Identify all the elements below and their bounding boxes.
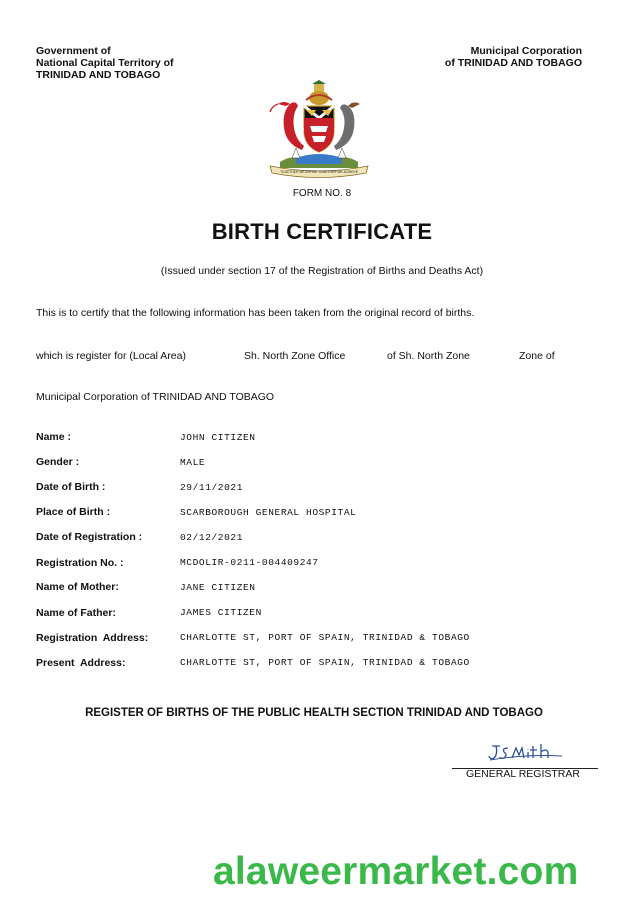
- register-line-zone: of Sh. North Zone: [387, 350, 470, 362]
- header-right: [445, 45, 582, 69]
- field-label-present-address: Present Address:: [36, 657, 126, 669]
- svg-text:TOGETHER WE ASPIRE TOGETHER WE: TOGETHER WE ASPIRE TOGETHER WE ACHIEVE: [280, 170, 358, 174]
- general-registrar-label: GENERAL REGISTRAR: [466, 768, 580, 780]
- field-value-name: JOHN CITIZEN: [180, 432, 256, 443]
- document-title: BIRTH CERTIFICATE: [211, 219, 433, 244]
- field-value-name-of-mother: JANE CITIZEN: [180, 582, 256, 593]
- register-footer-title: REGISTER OF BIRTHS OF THE PUBLIC HEALTH SECTION TRINIDAD AND TOBAGO: [85, 707, 543, 719]
- header-left-line-3: TRINIDAD AND TOBAGO: [36, 69, 161, 81]
- field-value-gender: MALE: [180, 457, 206, 468]
- field-label-name-of-father: Name of Father:: [36, 607, 116, 619]
- header-left-line-1: Government of: [36, 45, 111, 57]
- field-value-present-address: CHARLOTTE ST, PORT OF SPAIN, TRINIDAD & TOBAGO: [180, 657, 470, 668]
- field-value-date-of-registration: 02/12/2021: [180, 532, 244, 543]
- field-label-gender: Gender :: [36, 456, 80, 468]
- field-label-registration-no: Registration No. :: [36, 557, 124, 569]
- form-number: FORM NO. 8: [292, 188, 352, 199]
- certify-statement: This is to certify that the following information has been taken from the original record of births.: [36, 307, 475, 319]
- header-left: [36, 45, 174, 81]
- field-label-name-of-mother: Name of Mother:: [36, 581, 119, 593]
- header-left-line-2: National Capital Territory of: [36, 57, 174, 69]
- watermark-text: alaweermarket.com: [213, 850, 579, 893]
- field-value-registration-no: MCDOLIR-0211-004409247: [180, 557, 319, 568]
- municipal-line: Municipal Corporation of TRINIDAD AND TOBAGO: [36, 391, 275, 403]
- register-line-part-1: which is register for (Local Area): [36, 350, 186, 362]
- register-line-zone-of: Zone of: [519, 350, 555, 362]
- field-value-registration-address: CHARLOTTE ST, PORT OF SPAIN, TRINIDAD & TOBAGO: [180, 632, 470, 643]
- field-value-name-of-father: JAMES CITIZEN: [180, 607, 262, 618]
- coat-of-arms-emblem: [262, 80, 376, 178]
- field-label-date-of-registration: Date of Registration :: [36, 531, 143, 543]
- issued-under-note: (Issued under section 17 of the Registration of Births and Deaths Act): [160, 265, 484, 277]
- field-value-place-of-birth: SCARBOROUGH GENERAL HOSPITAL: [180, 507, 357, 518]
- field-label-name: Name :: [36, 431, 72, 443]
- registrar-signature: [486, 740, 566, 762]
- field-label-place-of-birth: Place of Birth :: [36, 506, 111, 518]
- field-value-date-of-birth: 29/11/2021: [180, 482, 244, 493]
- header-right-line-2: of TRINIDAD AND TOBAGO: [444, 57, 582, 69]
- header-right-line-1: Municipal Corporation: [470, 45, 582, 57]
- field-label-registration-address: Registration Address:: [36, 632, 149, 644]
- field-label-date-of-birth: Date of Birth :: [36, 481, 106, 493]
- register-line-office: Sh. North Zone Office: [244, 350, 346, 362]
